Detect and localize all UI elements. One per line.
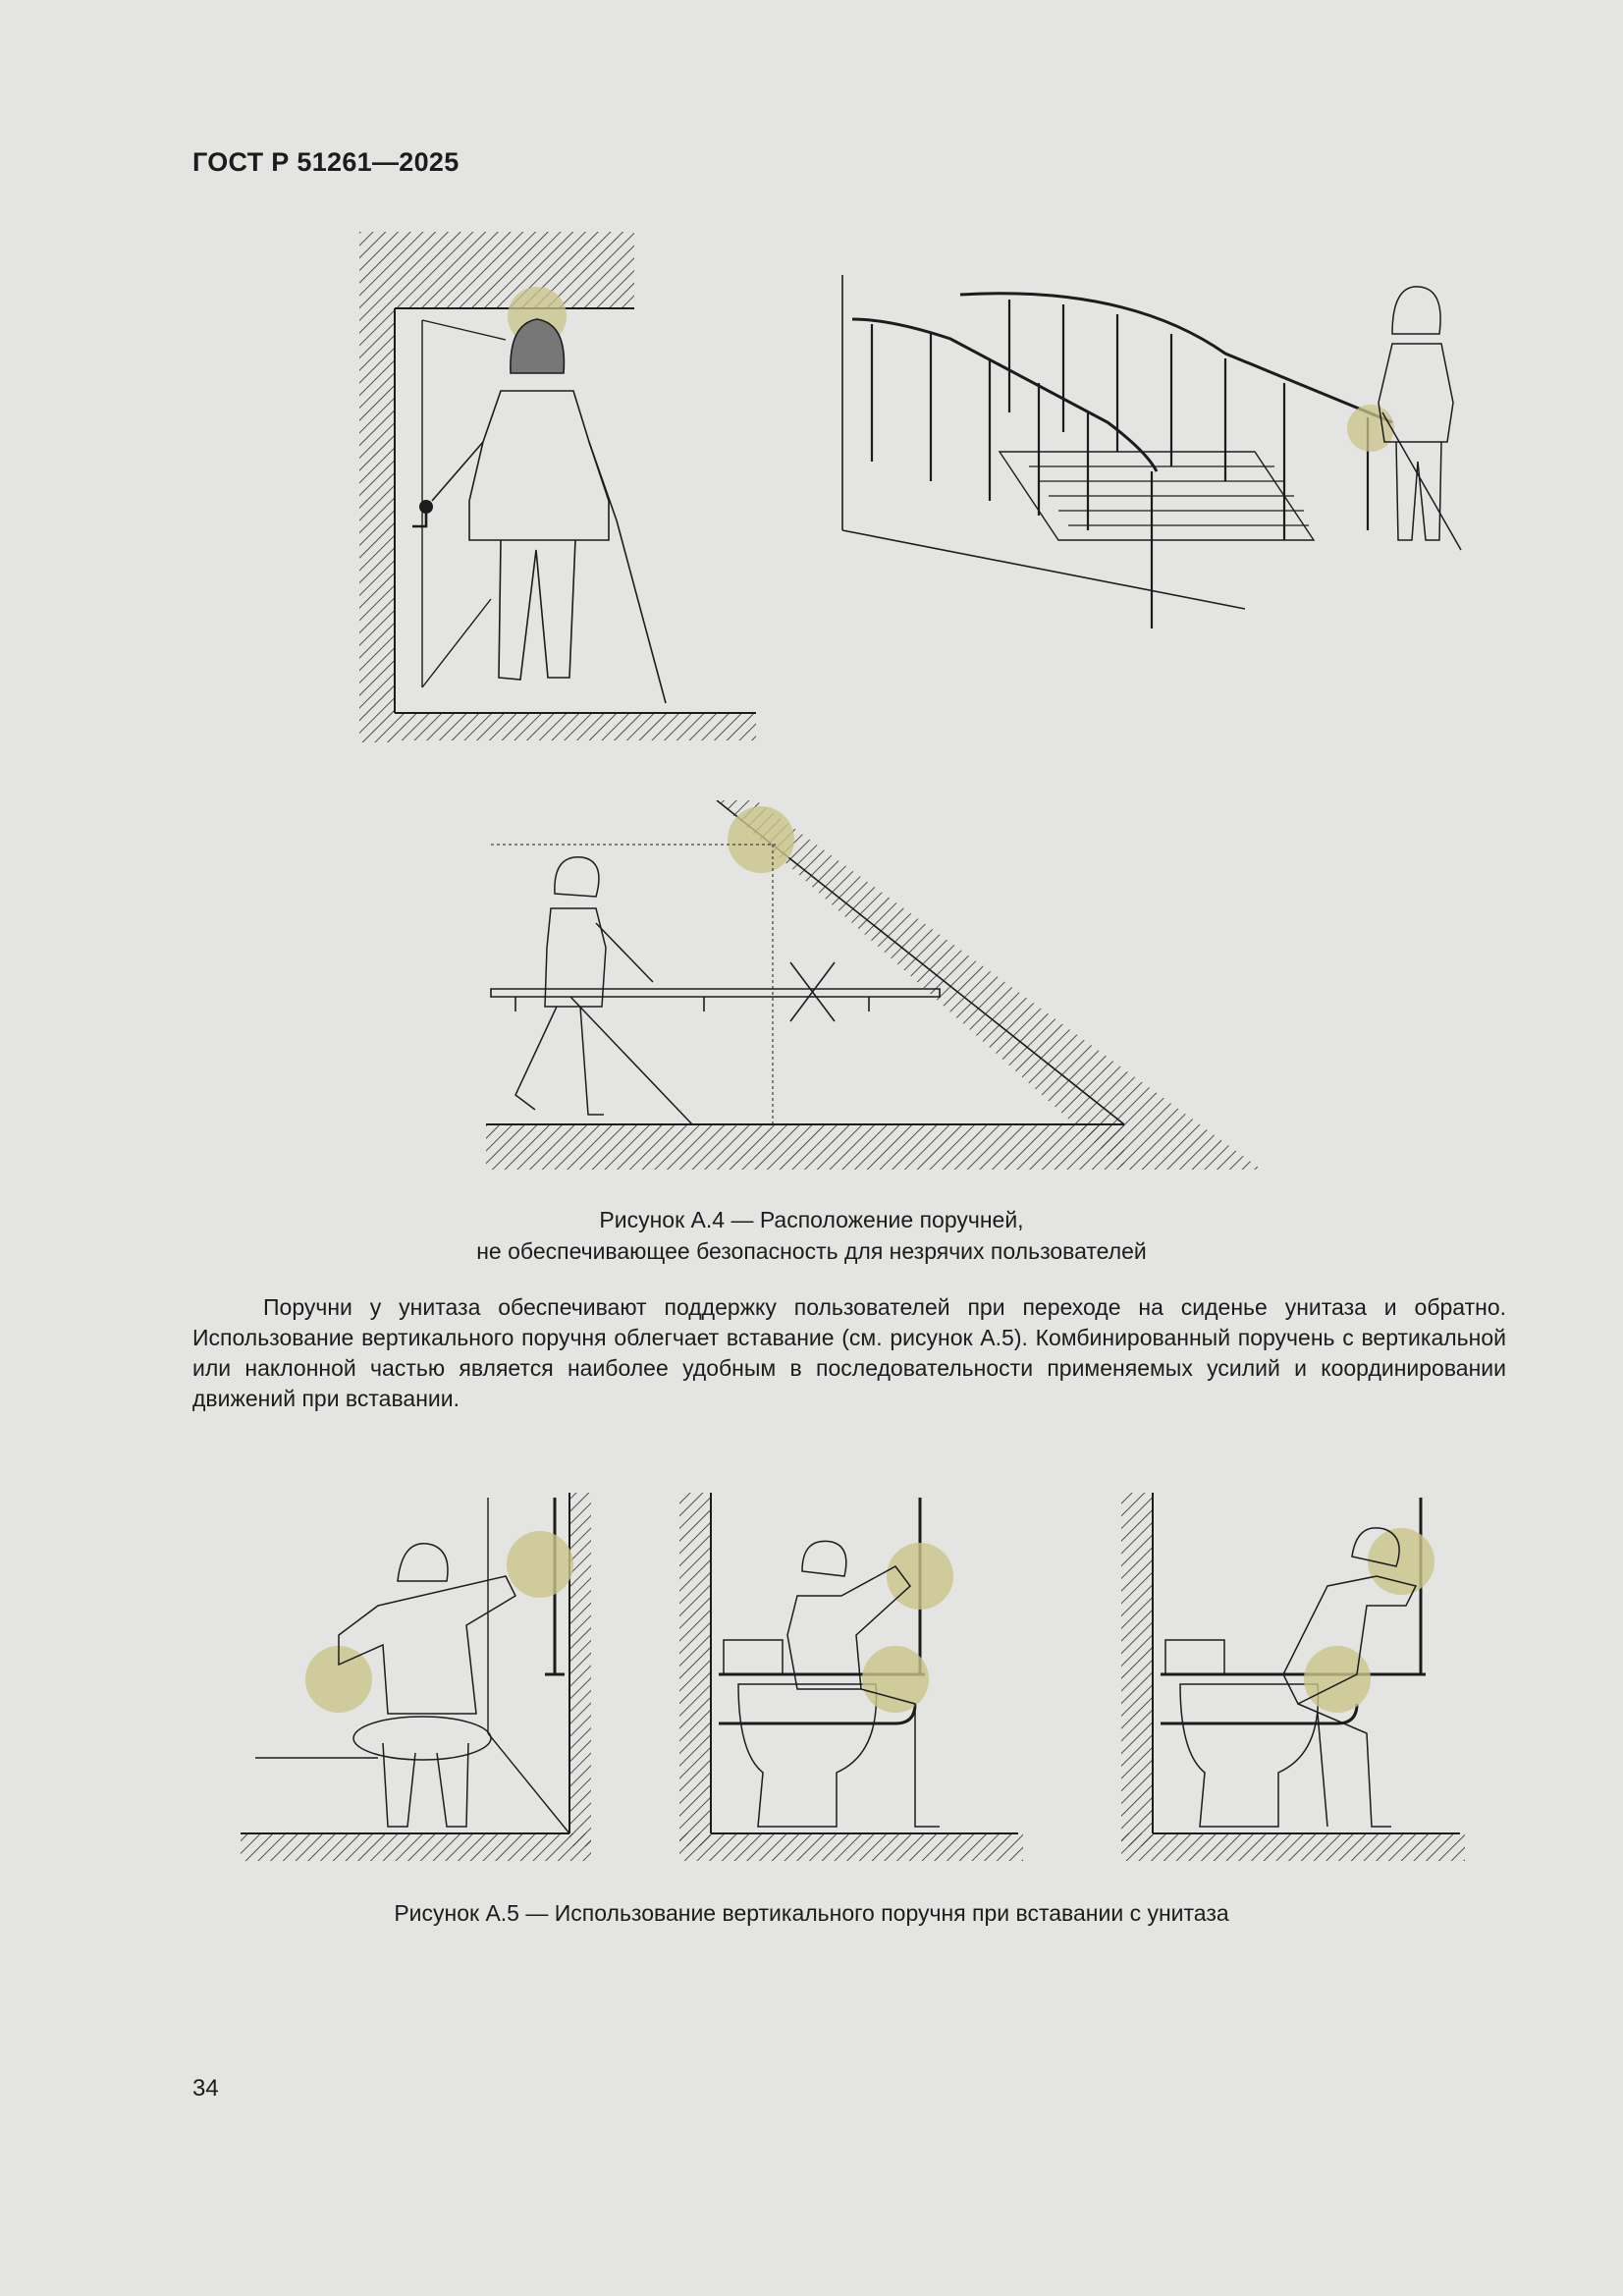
document-header: ГОСТ Р 51261—2025: [192, 147, 460, 177]
figure-a4-caption-line1: Рисунок А.4 — Расположение поручней,: [599, 1207, 1024, 1232]
figure-a5-panel-2-illustration: [679, 1478, 1023, 1861]
figure-a4-caption-line2: не обеспечивающее безопасность для незрячих пользователей: [476, 1238, 1147, 1264]
body-paragraph: Поручни у унитаза обеспечивают поддержку пользователей при переходе на сиденье унитаза и обратно. Использование вертикального поручня облегчает вставание (см. рисунок А.5). Комбинированный поручень с вертикальной или наклонной частью является наиболее удобным в последовательности применяемых усилий и координировании движений при вставании.: [192, 1294, 1506, 1411]
figure-a4-staircase-illustration: [833, 265, 1471, 658]
figure-a4-sloped-ceiling-illustration: [486, 800, 1262, 1170]
figure-a5-panel-3-illustration: [1121, 1478, 1465, 1861]
figure-a5-caption: Рисунок А.5 — Использование вертикального поручня при вставании с унитаза: [394, 1900, 1229, 1926]
figure-a4-corridor-illustration: [353, 226, 766, 746]
figure-a5-panel-1-illustration: [241, 1478, 594, 1861]
page-number: 34: [192, 2075, 219, 2102]
